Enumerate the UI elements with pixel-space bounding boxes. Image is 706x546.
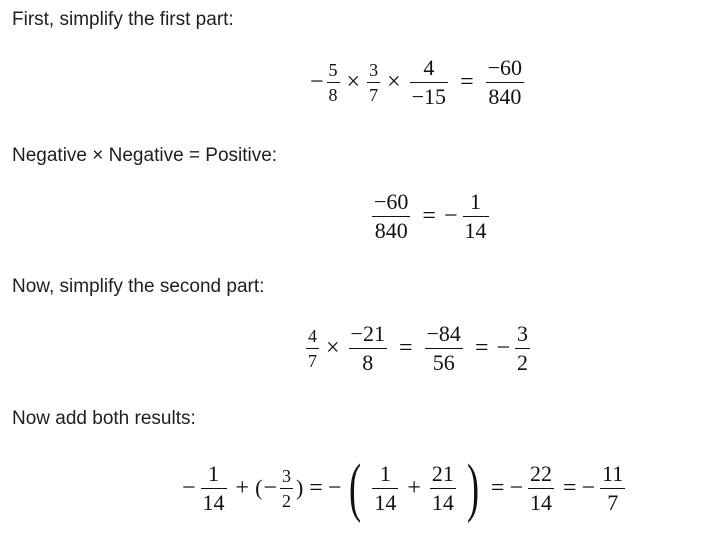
minus-sign: − bbox=[509, 474, 523, 501]
right-big-paren: ) bbox=[466, 451, 479, 524]
fraction bbox=[327, 60, 340, 105]
denominator: 14 bbox=[202, 489, 225, 515]
fraction bbox=[425, 322, 463, 375]
equation-3 bbox=[304, 322, 534, 375]
fraction bbox=[201, 462, 227, 515]
denominator: 840 bbox=[488, 84, 522, 109]
equals-sign: = bbox=[309, 474, 323, 501]
equals-sign: = bbox=[422, 203, 436, 229]
fraction bbox=[528, 462, 554, 515]
plus-sign: + bbox=[407, 474, 421, 501]
numerator: −21 bbox=[350, 321, 385, 346]
fraction bbox=[486, 56, 524, 109]
minus-sign: − bbox=[310, 69, 324, 95]
numerator: 4 bbox=[308, 326, 317, 346]
equals-sign: = bbox=[563, 474, 577, 501]
numerator: 3 bbox=[369, 60, 379, 80]
minus-sign: − bbox=[496, 335, 511, 361]
numerator: −84 bbox=[426, 321, 461, 346]
times-sign: × bbox=[346, 69, 361, 95]
denominator: 56 bbox=[432, 350, 455, 375]
fraction bbox=[306, 326, 319, 371]
equals-sign: = bbox=[460, 69, 474, 95]
fraction bbox=[410, 56, 448, 109]
step4-label: Now add both results: bbox=[12, 408, 196, 429]
left-paren: ( bbox=[255, 475, 263, 500]
numerator: 3 bbox=[517, 321, 529, 346]
fraction bbox=[372, 190, 410, 243]
equals-sign: = bbox=[398, 335, 413, 361]
equals-sign: = bbox=[474, 335, 489, 361]
numerator: 21 bbox=[431, 460, 454, 486]
minus-sign: − bbox=[182, 474, 196, 501]
numerator: 3 bbox=[281, 465, 291, 486]
numerator: −60 bbox=[374, 189, 409, 214]
denominator: 2 bbox=[517, 350, 529, 375]
right-paren: ) bbox=[295, 475, 304, 500]
denominator: 7 bbox=[607, 489, 619, 515]
numerator: 1 bbox=[379, 460, 391, 486]
numerator: −60 bbox=[487, 55, 523, 80]
denominator: 14 bbox=[431, 489, 454, 515]
times-sign: × bbox=[387, 69, 401, 95]
left-big-paren: ( bbox=[349, 451, 362, 524]
denominator: −15 bbox=[411, 84, 447, 109]
denominator: 14 bbox=[464, 218, 487, 243]
minus-sign: − bbox=[327, 474, 342, 501]
denominator: 8 bbox=[362, 350, 374, 375]
equation-4 bbox=[182, 451, 629, 524]
numerator: 1 bbox=[470, 189, 482, 214]
equation-1 bbox=[310, 56, 528, 109]
denominator: 8 bbox=[328, 85, 338, 105]
fraction bbox=[430, 462, 456, 515]
numerator: 5 bbox=[328, 60, 338, 80]
fraction bbox=[349, 322, 387, 375]
numerator: 11 bbox=[602, 460, 624, 486]
fraction bbox=[372, 462, 398, 515]
step3-label: Now, simplify the second part: bbox=[12, 276, 265, 297]
fraction bbox=[515, 322, 530, 375]
fraction bbox=[280, 466, 293, 511]
times-sign: × bbox=[326, 335, 340, 361]
numerator: 4 bbox=[423, 55, 435, 80]
minus-sign: − bbox=[581, 474, 596, 501]
step2-label: Negative × Negative = Positive: bbox=[12, 145, 278, 166]
minus-sign: − bbox=[443, 203, 458, 229]
numerator: 1 bbox=[208, 460, 220, 486]
denominator: 2 bbox=[281, 490, 291, 511]
step1-label: First, simplify the first part: bbox=[12, 9, 234, 30]
fraction bbox=[367, 60, 380, 105]
denominator: 14 bbox=[374, 489, 397, 515]
equation-2 bbox=[368, 190, 493, 243]
numerator: 22 bbox=[530, 460, 552, 486]
denominator: 840 bbox=[374, 218, 408, 243]
minus-sign: − bbox=[263, 474, 277, 501]
denominator: 14 bbox=[530, 489, 552, 515]
denominator: 7 bbox=[369, 85, 379, 105]
fraction bbox=[600, 462, 625, 515]
denominator: 7 bbox=[308, 351, 317, 371]
equals-sign: = bbox=[490, 474, 505, 501]
plus-sign: + bbox=[235, 474, 250, 501]
fraction bbox=[463, 190, 489, 243]
